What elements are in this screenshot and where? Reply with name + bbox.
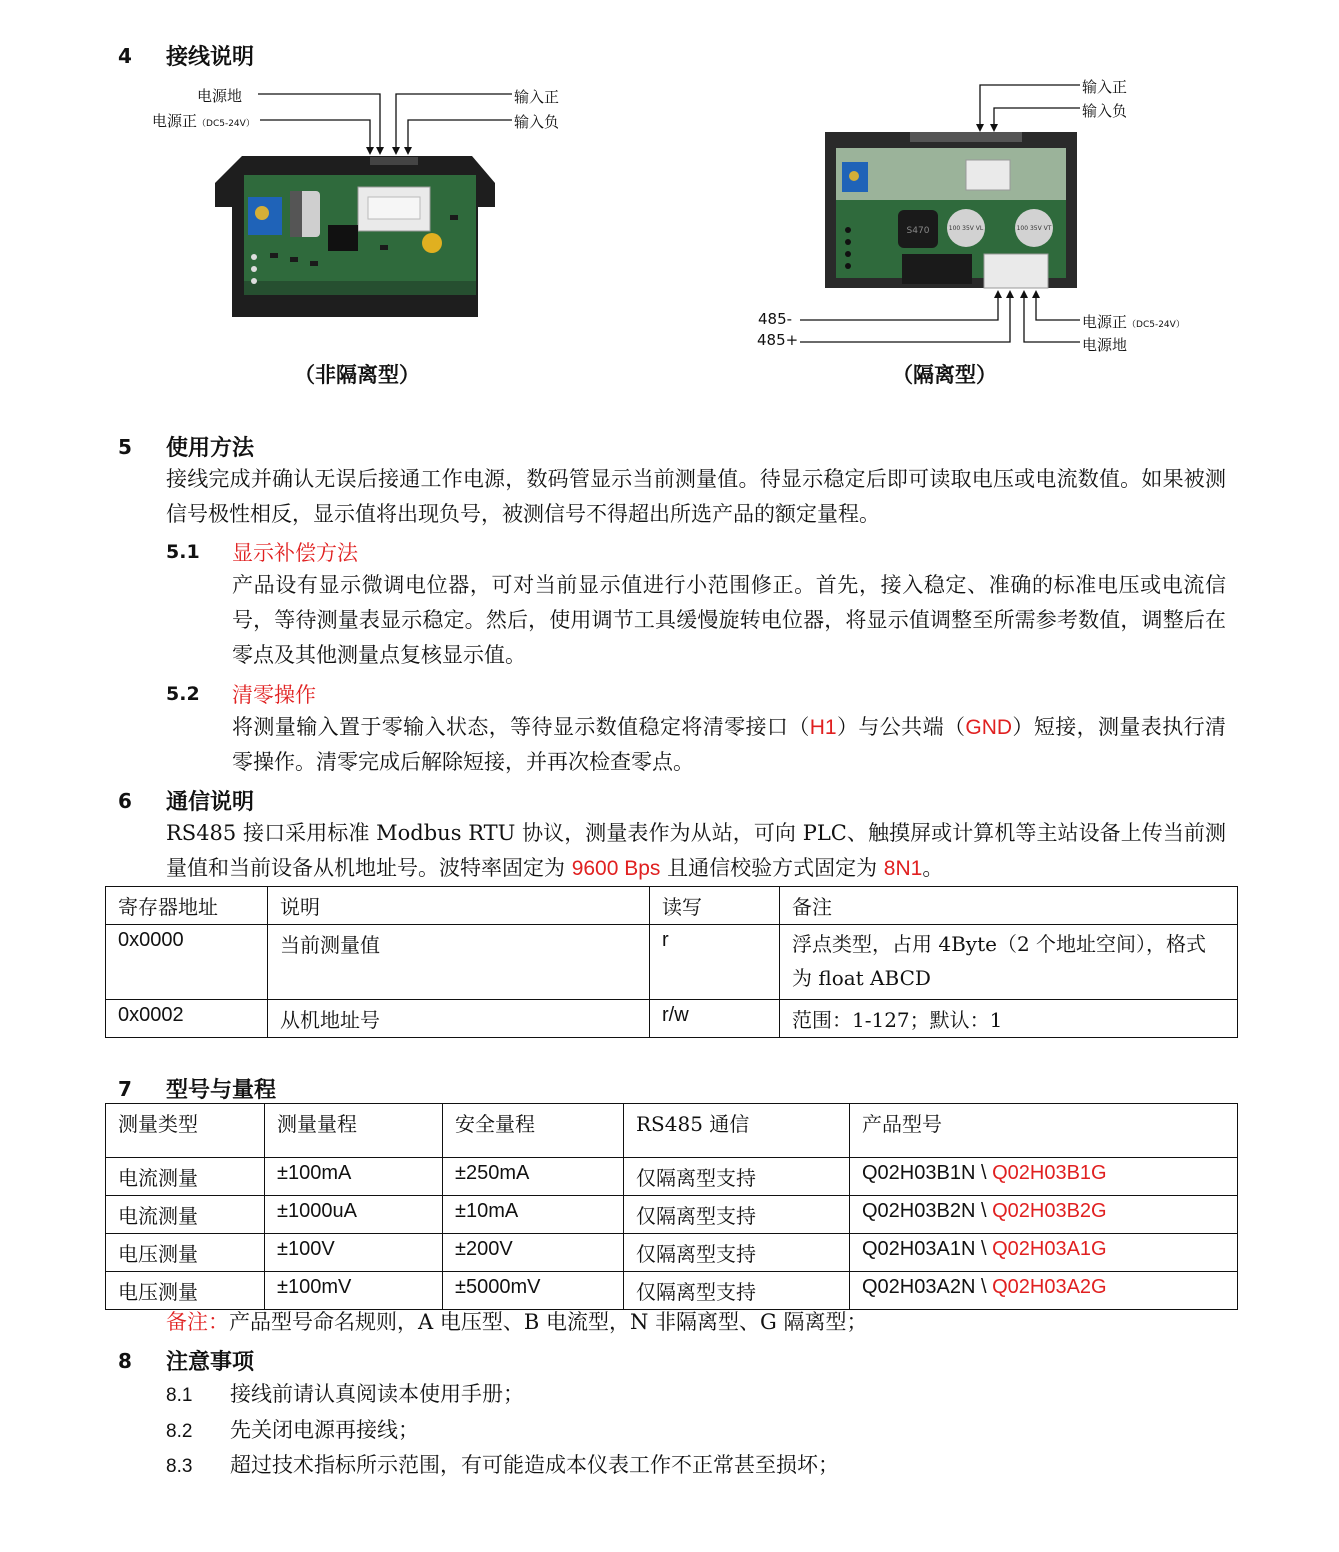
table-cell: ±250mA [443,1158,624,1196]
table-cell: ±1000uA [265,1196,443,1234]
parity: 8N1 [883,857,923,880]
section-7-number: 7 [118,1077,132,1101]
board-mark-cap-left: 100 35V VL [948,225,984,232]
register-table [105,886,1238,1038]
header-cell: 测量量程 [265,1104,443,1158]
table-cell: 当前测量值 [268,925,650,1000]
header-cell: 读写 [650,887,780,925]
table-cell: 范围：1-127；默认：1 [780,1000,1238,1038]
section-5-2-number: 5.2 [166,683,200,705]
right-label-485-plus: 485+ [757,331,799,349]
table-cell: 浮点类型，占用 4Byte（2 个地址空间），格式为 float ABCD [780,925,1238,1000]
table-cell: 0x0000 [106,925,268,1000]
table-cell: r [650,925,780,1000]
baud-rate: 9600 Bps [571,857,661,880]
section-8-number: 8 [118,1349,132,1373]
section-6-text: RS485 接口采用标准 Modbus RTU 协议，测量表作为从站，可向 PLC、触摸屏或计算机等主站设备上传当前测量值和当前设备从机地址号。波特率固定为 9600 Bps 且通信校验方式固定为 8N1。 [166,821,1226,880]
table-cell: r/w [650,1000,780,1038]
header-cell: 测量类型 [106,1104,265,1158]
header-cell: 产品型号 [850,1104,1238,1158]
right-label-in-pos: 输入正 [1082,78,1128,96]
section-5-number: 5 [118,435,132,459]
board-mark-inductor: S470 [906,226,930,236]
table-cell: 仅隔离型支持 [624,1272,850,1310]
section-6-title: 通信说明 [166,790,255,815]
table-cell: 电流测量 [106,1196,265,1234]
table-cell: ±200V [443,1234,624,1272]
section-4-title: 接线说明 [166,45,255,70]
right-caption: （隔离型） [892,363,997,387]
left-label-vplus: 电源正（DC5-24V） [152,112,255,130]
right-label-vplus: 电源正（DC5-24V） [1082,313,1185,331]
section-5-2-text: 将测量输入置于零输入状态，等待显示数值稳定将清零接口（H1）与公共端（GND）短接，测量表执行清零操作。清零完成后解除短接，并再次检查零点。 [232,715,1227,774]
header-cell: 安全量程 [443,1104,624,1158]
isolated-board-image [790,76,1085,351]
gnd-pin: GND [965,716,1013,739]
table-row [106,1158,1238,1196]
table-row [106,1000,1238,1038]
table-cell: 仅隔离型支持 [624,1234,850,1272]
table-row [106,1234,1238,1272]
section-5-1-title: 显示补偿方法 [232,541,358,565]
table-cell: ±10mA [443,1196,624,1234]
table-cell: Q02H03B1N \ Q02H03B1G [850,1158,1238,1196]
section-4-number: 4 [118,44,132,68]
left-label-gnd: 电源地 [197,87,243,105]
section-5-2-title: 清零操作 [232,683,316,707]
board-mark-cap-right: 100 35V VT [1016,225,1052,232]
header-cell: 说明 [268,887,650,925]
right-label-gnd: 电源地 [1082,336,1128,354]
table-cell: 电流测量 [106,1158,265,1196]
header-cell: RS485 通信 [624,1104,850,1158]
register-table-header [106,887,1238,925]
section-5-title: 使用方法 [166,436,255,461]
right-label-in-neg: 输入负 [1082,102,1128,120]
table-cell: 电压测量 [106,1272,265,1310]
list-item: 8.3 超过技术指标所示范围，有可能造成本仪表工作不正常甚至损坏； [166,1453,839,1477]
table-row [106,925,1238,1000]
section-5-text: 接线完成并确认无误后接通工作电源，数码管显示当前测量值。待显示稳定后即可读取电压或电流数值。如果被测信号极性相反，显示值将出现负号，被测信号不得超出所选产品的额定量程。 [166,467,1226,526]
table-cell: Q02H03B2N \ Q02H03B2G [850,1196,1238,1234]
list-item: 8.2 先关闭电源再接线； [166,1418,419,1442]
section-6-number: 6 [118,789,132,813]
table-cell: 仅隔离型支持 [624,1158,850,1196]
section-5-1-number: 5.1 [166,541,200,563]
left-label-in-pos: 输入正 [514,88,560,106]
table-cell: ±100mV [265,1272,443,1310]
table-cell: ±100V [265,1234,443,1272]
table-cell: Q02H03A1N \ Q02H03A1G [850,1234,1238,1272]
table-row [106,1272,1238,1310]
model-table [105,1103,1238,1310]
table-cell: 从机地址号 [268,1000,650,1038]
list-item: 8.1 接线前请认真阅读本使用手册； [166,1382,524,1406]
h1-pin: H1 [809,716,837,739]
table-cell: ±100mA [265,1158,443,1196]
non-isolated-board-image [210,85,530,325]
table-row [106,1196,1238,1234]
left-caption: （非隔离型） [294,363,420,387]
section-8-title: 注意事项 [166,1350,255,1375]
table-cell: 电压测量 [106,1234,265,1272]
header-cell: 寄存器地址 [106,887,268,925]
header-cell: 备注 [780,887,1238,925]
model-note: 备注：产品型号命名规则，A 电压型、B 电流型，N 非隔离型、G 隔离型； [166,1310,868,1334]
table-cell: 0x0002 [106,1000,268,1038]
table-cell: ±5000mV [443,1272,624,1310]
table-cell: 仅隔离型支持 [624,1196,850,1234]
section-7-title: 型号与量程 [166,1078,277,1103]
model-table-header [106,1104,1238,1158]
left-label-in-neg: 输入负 [514,113,560,131]
right-label-485-minus: 485- [758,310,793,328]
table-cell: Q02H03A2N \ Q02H03A2G [850,1272,1238,1310]
section-5-1-text: 产品设有显示微调电位器，可对当前显示值进行小范围修正。首先，接入稳定、准确的标准电压或电流信号，等待测量表显示稳定。然后，使用调节工具缓慢旋转电位器，将显示值调整至所需参考数值，调整后在零点及其他测量点复核显示值。 [232,573,1226,667]
